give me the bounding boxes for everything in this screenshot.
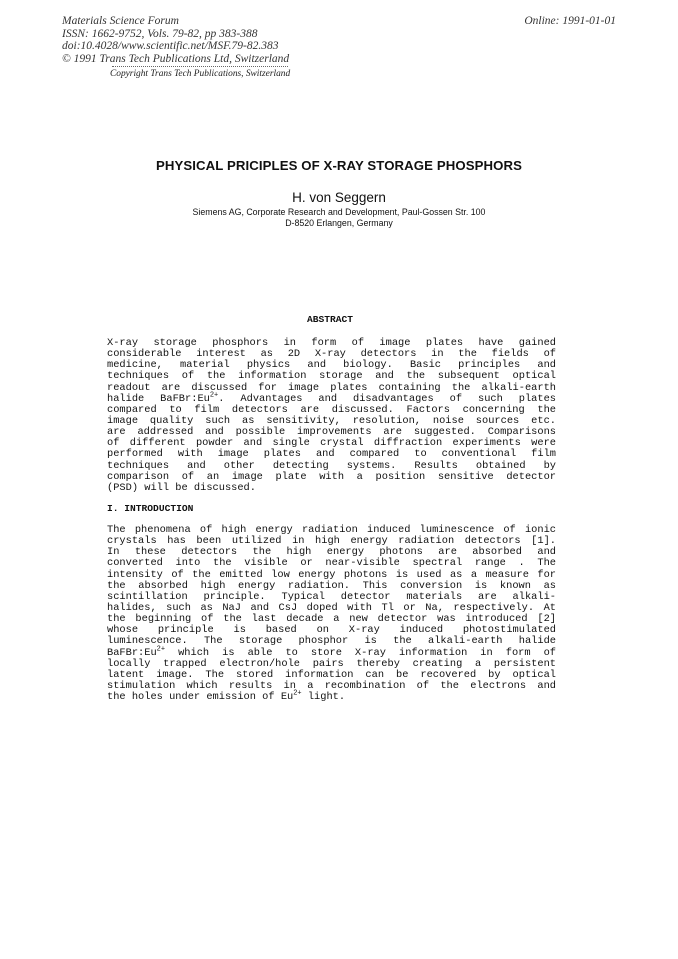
text-line: medicine, material physics and biology. Basic principles and	[107, 359, 556, 372]
text-line: luminescence. The storage phosphor is the alkali-earth halide	[107, 635, 556, 648]
text-line: (PSD) will be discussed.	[107, 481, 256, 494]
text-line: X-ray storage phosphors in form of image plates have gained	[107, 337, 556, 349]
text-line: whose principle is based on X-ray induced photostimulated	[107, 624, 556, 637]
abstract-heading: ABSTRACT	[306, 314, 354, 325]
text-line: halide $BaFBr:Eu^{2+}$. Advantages and disadvantages of such plates	[107, 391, 556, 405]
text-line: stimulation which results in a recombination of the electrons and	[107, 679, 556, 692]
text-line: $BaFBr:Eu^{2+}$ which is able to store X-ray information in form of	[107, 645, 556, 659]
text-line: the beginning of the last decade a new detector was introduced [2]	[107, 613, 556, 626]
text-line: latent image. The stored information can be recovered by optical	[107, 668, 556, 681]
text-line: intensity of the emitted low energy photons is used as a measure for	[107, 568, 556, 581]
text-line: comparison of an image plate with a position sensitive detector	[107, 470, 556, 483]
text-line: crystals has been utilized in high energy radiation detectors [1].	[107, 535, 556, 548]
introduction-text	[107, 525, 556, 703]
text-line: halides, such as NaJ and CsJ doped with Tl or Na, respectively. At	[107, 601, 556, 614]
text-line: the holes under emission of $Eu^{2+}$ light.	[107, 689, 346, 704]
affiliation-line: D-8520 Erlangen, Germany	[285, 218, 393, 228]
text-line: In these detectors the high energy photons are absorbed and	[107, 546, 556, 559]
text-line: are addressed and possible improvements are suggested. Comparisons	[107, 426, 556, 439]
introduction-heading: I. INTRODUCTION	[107, 503, 194, 514]
author-affiliation	[0, 207, 678, 229]
affiliation-line: Siemens AG, Corporate Research and Development, Paul-Gossen Str. 100	[192, 207, 486, 217]
online-date: Online: 1991-01-01	[524, 15, 616, 27]
text-line: techniques and other detecting systems. Results obtained by	[107, 459, 556, 472]
text-line: performed with image plates and compared to conventional film	[107, 448, 556, 461]
text-line: locally trapped electron/hole pairs thereby creating a persistent	[107, 657, 556, 670]
paper-title: PHYSICAL PRICIPLES OF X-RAY STORAGE PHOSPHORS	[155, 158, 522, 173]
author-name: H. von Seggern	[292, 190, 386, 205]
header-divider	[112, 66, 288, 67]
journal-copyright-line: © 1991 Trans Tech Publications Ltd, Switzerland	[62, 52, 290, 65]
text-line: image quality such as sensitivity, resolution, noise sources etc.	[107, 414, 556, 427]
journal-name: Materials Science Forum	[62, 15, 179, 27]
text-line: techniques of the information storage and the subsequent optical	[107, 370, 556, 383]
text-line: considerable interest as 2D X-ray detectors in the fields of	[107, 348, 556, 361]
text-line: The phenomena of high energy radiation induced luminescence of ionic	[107, 524, 556, 536]
text-line: converted into the visible or near-visible spectral range . The	[107, 557, 556, 570]
journal-header	[62, 15, 289, 65]
text-line: of different powder and single crystal diffraction experiments were	[107, 437, 556, 450]
text-line: compared to film detectors are discussed. Factors concerning the	[107, 403, 556, 416]
publisher-copyright: Copyright Trans Tech Publications, Switzerland	[110, 69, 291, 79]
journal-doi: doi:10.4028/www.scientific.net/MSF.79-82.383	[62, 40, 279, 53]
text-line: readout are discussed for image plates containing the alkali-earth	[107, 381, 556, 394]
text-line: scintillation principle. Typical detector materials are alkali-	[107, 590, 556, 603]
text-line: the absorbed high energy radiation. This conversion is known as	[107, 579, 556, 592]
journal-issn: ISSN: 1662-9752, Vols. 79-82, pp 383-388	[62, 27, 258, 40]
abstract-text	[107, 338, 556, 494]
